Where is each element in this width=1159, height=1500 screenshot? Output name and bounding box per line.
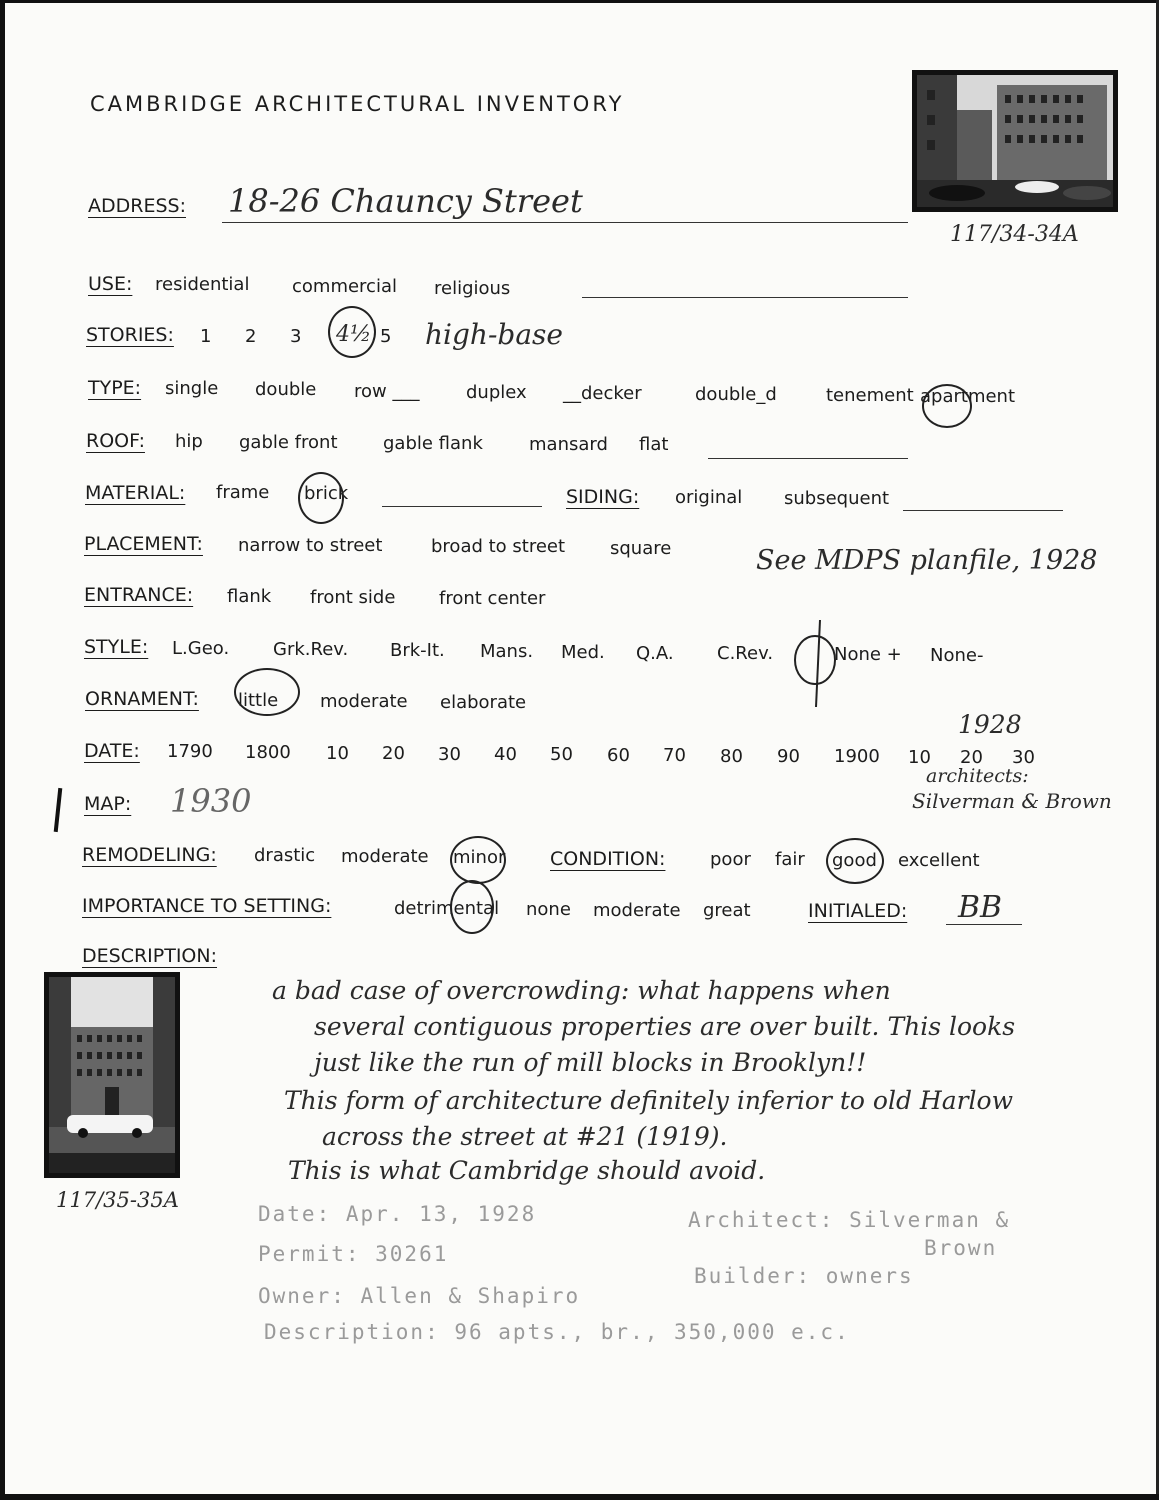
roof-gable-flank: gable flank — [383, 433, 483, 454]
importance-moderate: moderate — [593, 900, 681, 921]
stories-5: 5 — [380, 326, 392, 347]
description-line-6: This is what Cambridge should avoid. — [288, 1156, 766, 1185]
date-1900: 1900 — [834, 746, 880, 767]
style-lgeo: L.Geo. — [172, 638, 230, 659]
ornament-elaborate: elaborate — [440, 692, 527, 713]
stories-label: STORIES: — [86, 324, 174, 346]
stories-3: 3 — [290, 326, 302, 347]
date-1910: 10 — [908, 747, 931, 768]
material-frame: frame — [216, 482, 270, 503]
description-line-5: across the street at #21 (1919). — [322, 1122, 728, 1151]
style-crev: C.Rev. — [717, 643, 774, 664]
form-title: CAMBRIDGE ARCHITECTURAL INVENTORY — [90, 92, 625, 116]
initialed-value: BB — [958, 890, 1003, 925]
scan-edge-left — [0, 0, 5, 1500]
style-circle-mark — [790, 612, 840, 712]
type-single: single — [165, 378, 219, 399]
stories-note: high-base — [425, 318, 563, 351]
entrance-label: ENTRANCE: — [84, 584, 194, 606]
architect-note-label: architects: — [926, 765, 1029, 787]
siding-subsequent: subsequent — [784, 488, 890, 509]
material-blank-line — [382, 506, 542, 507]
description-label: DESCRIPTION: — [82, 945, 218, 967]
placement-square: square — [610, 538, 672, 559]
permit-number: Permit: 30261 — [258, 1242, 449, 1266]
initialed-line — [946, 924, 1022, 925]
stories-2: 2 — [245, 326, 257, 347]
photo-top-image — [917, 75, 1113, 207]
type-decker: __decker — [563, 383, 642, 404]
roof-blank-line — [708, 458, 908, 459]
entrance-front-side: front side — [310, 587, 396, 608]
style-brkit: Brk-It. — [390, 640, 445, 661]
address-label: ADDRESS: — [88, 195, 186, 217]
map-value: 1930 — [170, 782, 252, 820]
condition-circle-mark — [826, 838, 884, 884]
date-10: 10 — [326, 743, 349, 764]
date-1920: 20 — [960, 747, 983, 768]
type-double-d: double_d — [695, 384, 777, 405]
entrance-flank: flank — [227, 586, 272, 607]
remodeling-label: REMODELING: — [82, 844, 217, 866]
permit-builder: Builder: owners — [694, 1264, 914, 1288]
condition-excellent: excellent — [898, 850, 980, 871]
permit-architect-cont: Brown — [924, 1236, 998, 1260]
building-photo-bottom — [44, 972, 180, 1178]
material-label: MATERIAL: — [85, 482, 186, 504]
remodeling-drastic: drastic — [254, 845, 316, 866]
photo-bottom-image — [49, 977, 175, 1173]
remodeling-moderate: moderate — [341, 846, 429, 867]
bottom-photo-caption: 117/35-35A — [56, 1188, 179, 1212]
date-70: 70 — [663, 745, 686, 766]
ornament-circle-mark — [234, 668, 300, 716]
date-60: 60 — [607, 745, 630, 766]
style-label: STYLE: — [84, 636, 149, 658]
margin-mark — [54, 788, 63, 832]
siding-label: SIDING: — [566, 486, 640, 508]
importance-circle-mark — [450, 880, 494, 934]
top-photo-caption: 117/34-34A — [950, 222, 1079, 247]
date-80: 80 — [720, 746, 743, 767]
roof-mansard: mansard — [529, 434, 608, 455]
importance-none: none — [526, 899, 571, 920]
ornament-moderate: moderate — [320, 691, 408, 712]
type-circle-mark — [922, 384, 972, 428]
placement-narrow: narrow to street — [238, 535, 383, 556]
entrance-front-center: front center — [439, 588, 546, 609]
roof-flat: flat — [639, 434, 669, 455]
condition-fair: fair — [775, 849, 805, 870]
stories-4-half: 4½ — [336, 322, 372, 347]
condition-label: CONDITION: — [550, 848, 666, 870]
importance-detrimental: detrimental — [394, 898, 500, 919]
date-30: 30 — [438, 744, 461, 765]
permit-owner: Owner: Allen & Shapiro — [258, 1284, 581, 1308]
date-annotation: 1928 — [958, 710, 1022, 739]
siding-original: original — [675, 487, 743, 508]
use-label: USE: — [88, 273, 133, 295]
roof-hip: hip — [175, 431, 203, 452]
remodeling-circle-mark — [450, 836, 506, 884]
material-brick: brick — [304, 483, 349, 504]
date-50: 50 — [550, 744, 573, 765]
type-label: TYPE: — [88, 377, 142, 399]
date-90: 90 — [777, 746, 800, 767]
description-line-4: This form of architecture definitely inferior to old Harlow — [284, 1086, 1014, 1115]
permit-architect: Architect: Silverman & — [688, 1208, 1011, 1232]
style-qa: Q.A. — [636, 643, 674, 664]
permit-description: Description: 96 apts., br., 350,000 e.c. — [264, 1320, 850, 1344]
permit-date: Date: Apr. 13, 1928 — [258, 1202, 537, 1226]
stories-circle-mark — [328, 306, 376, 358]
address-value: 18-26 Chauncy Street — [228, 182, 583, 220]
roof-gable-front: gable front — [239, 432, 338, 453]
map-label: MAP: — [84, 793, 132, 815]
style-none-plus: None + — [834, 644, 902, 665]
description-line-3: just like the run of mill blocks in Brooklyn!! — [314, 1048, 867, 1077]
use-commercial: commercial — [292, 276, 397, 297]
date-1930: 30 — [1012, 747, 1035, 768]
date-1800: 1800 — [245, 742, 291, 763]
importance-great: great — [703, 900, 751, 921]
condition-good: good — [832, 850, 877, 871]
type-duplex: duplex — [466, 382, 527, 403]
scan-edge-top — [0, 0, 1159, 3]
initialed-label: INITIALED: — [808, 900, 908, 922]
placement-label: PLACEMENT: — [84, 533, 203, 555]
date-20: 20 — [382, 743, 405, 764]
siding-blank-line — [903, 510, 1063, 511]
roof-label: ROOF: — [86, 430, 145, 452]
date-40: 40 — [494, 744, 517, 765]
style-grkrev: Grk.Rev. — [273, 639, 349, 660]
scan-edge-bottom — [0, 1494, 1159, 1500]
planfile-note: See MDPS planfile, 1928 — [756, 545, 1098, 576]
remodeling-minor: minor — [453, 847, 506, 868]
material-circle-mark — [298, 472, 344, 524]
stories-1: 1 — [200, 326, 212, 347]
description-line-2: several contiguous properties are over built. This looks — [314, 1012, 1016, 1041]
description-line-1: a bad case of overcrowding: what happens when — [272, 976, 891, 1005]
type-double: double — [255, 379, 317, 400]
use-residential: residential — [155, 274, 250, 295]
style-none-minus: None- — [930, 645, 984, 666]
building-photo-top — [912, 70, 1118, 212]
architect-note-names: Silverman & Brown — [912, 789, 1112, 813]
type-row: row ___ — [354, 381, 420, 402]
style-mans: Mans. — [480, 641, 534, 662]
date-label: DATE: — [84, 740, 140, 762]
use-religious: religious — [434, 278, 511, 299]
type-apartment: apartment — [920, 386, 1016, 407]
style-med: Med. — [561, 642, 605, 663]
date-1790: 1790 — [167, 741, 213, 762]
use-blank-line — [582, 297, 908, 298]
address-line — [222, 222, 908, 223]
ornament-little: little — [238, 690, 279, 711]
type-tenement: tenement — [826, 385, 914, 406]
importance-label: IMPORTANCE TO SETTING: — [82, 895, 332, 917]
condition-poor: poor — [710, 849, 751, 870]
ornament-label: ORNAMENT: — [85, 688, 199, 710]
placement-broad: broad to street — [431, 536, 566, 557]
